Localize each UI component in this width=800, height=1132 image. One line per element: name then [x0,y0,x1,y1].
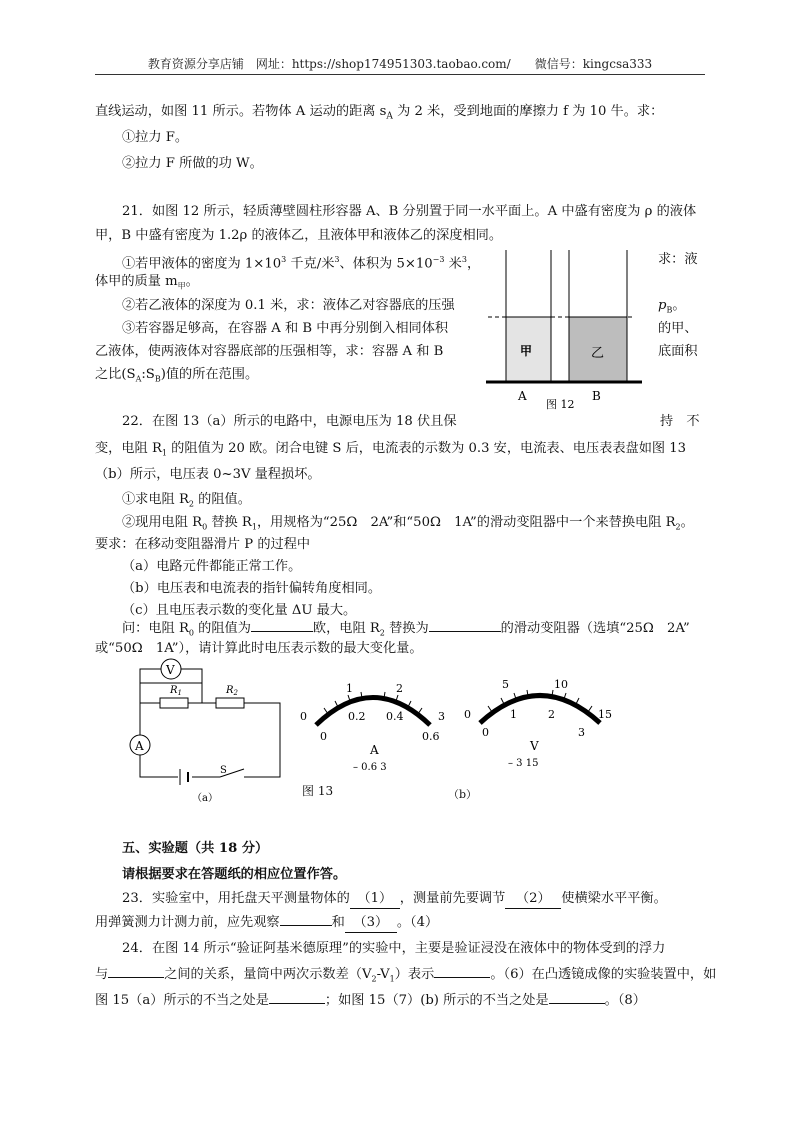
q21-line6-right: 的甲、 [658,321,698,336]
container-b-label: B [592,389,601,403]
q23-line1: 23．实验室中，用托盘天平测量物体的 （1） ，测量前先要调节 （2） 使横梁水平平衡。 [122,890,667,909]
voltmeter-outer-0: 0 [464,708,471,721]
q22-line11: 或“50Ω 1A”），请计算此时电压表示数的最大变化量。 [95,641,423,656]
q23-blank-2[interactable]: （2） [505,890,561,909]
q24-blank-4[interactable] [549,1003,605,1004]
voltmeter-outer-1: 5 [502,678,509,691]
liquid-a-label: 甲 [520,344,533,358]
ammeter-inner-0: 0 [320,730,327,743]
figure-13a-caption: （a） [192,793,218,804]
circuit-wire [140,703,280,777]
answer-blank-r0[interactable] [251,631,313,632]
liquid-b-label: 乙 [591,346,605,361]
q22-cond-b: （b）电压表和电流表的指针偏转角度相同。 [122,581,382,596]
section-5-title: 五、实验题（共 18 分） [122,841,269,856]
ammeter-name: A [370,743,379,757]
q24-line3: 图 15（a）所示的不当之处是 ；如图 15（7）(b) 所示的不当之处是 。（8） [95,993,646,1008]
q20-line1: 直线运动，如图 11 所示。若物体 A 运动的距离 $s_A$ 为 2 米，受到地面的摩擦力 f 为 10 牛。求： [95,104,664,122]
voltmeter-inner-0: 0 [482,726,489,739]
figure-13a-circuit [120,655,295,805]
voltmeter-dial [462,668,622,780]
voltmeter-label: V [166,663,175,677]
q21-line5: ②若乙液体的深度为 0.1 米，求：液体乙对容器底的压强 [122,298,455,313]
q20-item1: ①拉力 F。 [122,130,189,145]
answer-blank-r2[interactable] [429,631,501,632]
voltmeter-inner-1: 1 [510,708,517,721]
q22-line6: 要求：在移动变阻器滑片 P 的过程中 [95,537,311,552]
q21-line8: 之比$(S_A:S_B)$值的所在范围。 [95,367,259,384]
q21-line2: 甲，B 中盛有密度为 1.2ρ 的液体乙，且液体甲和液体乙的深度相同。 [95,228,503,243]
voltmeter-outer-2: 10 [554,678,568,691]
r1-label: $R_1$ [170,685,182,697]
ammeter-terminals: – 0.6 3 [353,762,387,773]
voltmeter-terminals: – 3 15 [508,758,539,769]
ammeter-arc [316,698,430,726]
container-a-label: A [518,389,527,403]
q21-line6: ③若容器足够高，在容器 A 和 B 中再分别倒入相同体积 [122,321,449,336]
q24-line2: 与 之间的关系，量筒中两次示数差$(V_2-V_1)$表示 。（6）在凸透镜成像的实验装置中，如 [95,967,717,984]
page-header: 教育资源分享店铺 网址：https://shop174951303.taobao.com/ 微信号：kingcsa333 [147,57,653,71]
q24-blank-1[interactable] [108,977,164,978]
q23-blank-1[interactable]: （1） [350,890,400,909]
q22-line5: ②现用电阻 $R_0$ 替换 $R_1$，用规格为“25Ω 2A”和“50Ω 1A”的滑动变阻器中一个来替换电阻 $R_2$。 [122,515,694,532]
ammeter-inner-1: 0.2 [348,710,366,723]
voltmeter-inner-2: 2 [548,708,555,721]
ammeter-inner-3: 0.6 [422,730,440,743]
q21-line4: 体甲的质量 $m_甲$。 [95,274,199,291]
voltmeter-arc [480,696,600,724]
q21-line3-right: 求：液 [658,252,698,267]
figure-12 [480,245,650,415]
q21-line7-right: 底面积 [658,344,698,359]
q22-cond-a: （a）电路元件都能正常工作。 [122,559,302,574]
resistor-r2 [216,698,244,708]
voltmeter-inner-3: 3 [578,726,585,739]
q22-line2: 变，电阻 $R_1$ 的阻值为 20 欧。闭合电键 S 后，电流表的示数为 0.3 安，电流表、电压表表盘如图 13 [95,441,687,458]
voltmeter-name: V [530,739,539,753]
section-5-note: 请根据要求在答题纸的相应位置作答。 [122,867,347,882]
switch-label: S [220,765,227,776]
voltmeter-leads-right [181,669,202,683]
q23-line2: 用弹簧测力计测力前，应先观察 和 （3） 。（4） [95,914,438,933]
voltmeter-leads [140,669,161,683]
q22-line1-right: 持 不 [660,414,700,429]
q21-line3: ①若甲液体的密度为 $1\times 10^3$ 千克/米$^3$、体积为 $5\times 10^{-3}$ 米$^3$， [122,255,481,272]
q20-item2: ②拉力 F 所做的功 W。 [122,156,263,171]
q22-cond-c: （c）且电压表示数的变化量 ΔU 最大。 [122,603,357,618]
q23-blank-3[interactable]: （3） [345,914,397,933]
ammeter-dial [298,670,448,780]
q24-blank-3[interactable] [269,1003,325,1004]
header-rule [95,74,705,75]
figure-13b-caption: （b） [448,788,478,801]
q24-blank-2[interactable] [434,977,490,978]
q22-line4: ①求电阻 $R_2$ 的阻值。 [122,492,251,509]
q24-line1: 24．在图 14 所示“验证阿基米德原理”的实验中，主要是验证浸没在液体中的物体受到的浮力 [122,941,666,956]
q22-line1: 22．在图 13（a）所示的电路中，电源电压为 18 伏且保 [122,414,457,429]
q21-line1: 21．如图 12 所示，轻质薄壁圆柱形容器 A、B 分别置于同一水平面上。A 中盛有密度为 ρ 的液体 [122,204,697,219]
ammeter-inner-2: 0.4 [386,710,404,723]
voltmeter-outer-3: 15 [598,708,612,721]
resistor-r1 [160,698,188,708]
figure-13-caption: 图 13 [302,784,334,798]
q22-question: 问：电阻 $R_0$ 的阻值为 欧，电阻 $R_2$ 替换为 的滑动变阻器（选填“25Ω 2A” [122,621,690,638]
q22-line3: （b）所示，电压表 0~3V 量程损坏。 [95,467,321,482]
q23-blank-a[interactable] [280,925,332,926]
figure-12-caption: 图 12 [546,398,575,411]
r2-label: $R_2$ [226,685,238,697]
ammeter-outer-1: 1 [346,682,353,695]
q21-line5-right: $p_B$。 [658,298,686,315]
ammeter-label: A [135,739,144,753]
ammeter-outer-0: 0 [300,710,307,723]
q21-line7: 乙液体，使两液体对容器底部的压强相等，求：容器 A 和 B [95,344,444,359]
ammeter-outer-2: 2 [396,682,403,695]
ammeter-outer-3: 3 [438,710,445,723]
